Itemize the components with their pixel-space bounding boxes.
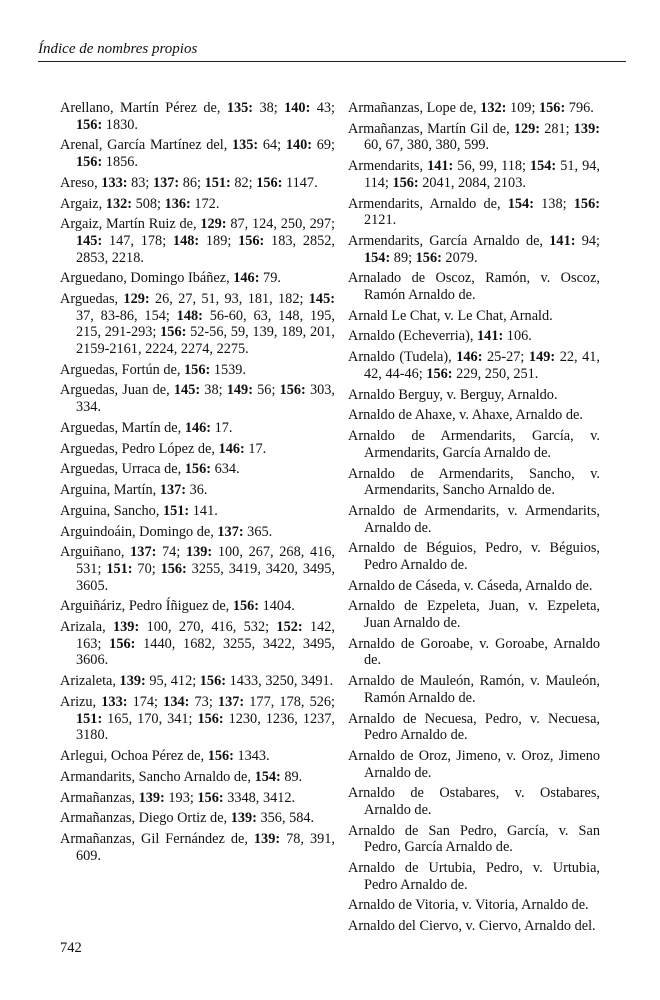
index-entry: Armañanzas, Gil Fernández de, 139: 78, 391, 609. (60, 831, 335, 864)
index-entry: Arellano, Martín Pérez de, 135: 38; 140: 43; 156: 1830. (60, 100, 335, 133)
index-entry: Arnaldo (Tudela), 146: 25-27; 149: 22, 41, 42, 44-46; 156: 229, 250, 251. (348, 349, 600, 382)
index-column-left (60, 100, 335, 868)
index-entry: Arnaldo de San Pedro, García, v. San Pedro, García Arnaldo de. (348, 822, 600, 856)
index-entry: Arguedas, Martín de, 146: 17. (60, 419, 233, 436)
index-entry: Armendarits, 141: 56, 99, 118; 154: 51, 94, 114; 156: 2041, 2084, 2103. (348, 158, 600, 191)
index-entry: Arguiñano, 137: 74; 139: 100, 267, 268, 416, 531; 151: 70; 156: 3255, 3419, 3420, 3495, 3605. (60, 544, 336, 594)
index-entry: Arguedano, Domingo Ibáñez, 146: 79. (60, 270, 281, 287)
index-entry: Arnaldo de Urtubia, Pedro, v. Urtubia, Pedro Arnaldo de. (348, 860, 600, 893)
index-entry: Arlegui, Ochoa Pérez de, 156: 1343. (60, 747, 270, 764)
index-column-right (348, 100, 600, 939)
index-entry: Arguedas, Pedro López de, 146: 17. (60, 440, 267, 457)
index-entry: Armandarits, Sancho Arnaldo de, 154: 89. (60, 768, 303, 785)
index-entry: Arguedas, Urraca de, 156: 634. (60, 461, 240, 478)
index-entry: Armendarits, García Arnaldo de, 141: 94; 154: 89; 156: 2079. (348, 232, 601, 266)
index-entry: Arnaldo de Vitoria, v. Vitoria, Arnaldo de. (348, 897, 589, 914)
index-entry: Arguedas, Fortún de, 156: 1539. (60, 361, 246, 378)
index-entry: Arnaldo de Armendarits, v. Armendarits, Arnaldo de. (348, 502, 600, 536)
index-entry: Arnaldo de Ostabares, v. Ostabares, Arnaldo de. (348, 785, 600, 818)
index-entry: Arnaldo de Ahaxe, v. Ahaxe, Arnaldo de. (348, 407, 583, 424)
index-entry: Armañanzas, Lope de, 132: 109; 156: 796. (348, 100, 594, 116)
index-entry: Armañanzas, Diego Ortiz de, 139: 356, 584. (60, 810, 315, 827)
index-entry: Armendarits, Arnaldo de, 154: 138; 156: 2121. (348, 195, 600, 229)
index-entry: Arnaldo de Goroabe, v. Goroabe, Arnaldo de. (348, 635, 600, 669)
index-entry: Arnaldo de Ezpeleta, Juan, v. Ezpeleta, Juan Arnaldo de. (348, 598, 600, 632)
index-entry: Arnaldo de Armendarits, García, v. Armendarits, García Arnaldo de. (348, 428, 600, 461)
index-entry: Arnaldo de Mauleón, Ramón, v. Mauleón, Ramón Arnaldo de. (348, 673, 600, 706)
index-entry: Arguina, Sancho, 151: 141. (60, 502, 218, 519)
index-entry: Arnaldo Berguy, v. Berguy, Arnaldo. (348, 386, 558, 403)
index-entry: Arguedas, 129: 26, 27, 51, 93, 181, 182; 145: 37, 83-86, 154; 148: 56-60, 63, 148, 195, 215, 291-293; 156: 52-56, 59, 139, 189, 201, 2159-2161, 2224, 2274, 2275. (60, 291, 335, 357)
index-entry: Arnaldo de Cáseda, v. Cáseda, Arnaldo de. (348, 577, 593, 594)
index-entry: Argaiz, 132: 508; 136: 172. (60, 195, 220, 212)
index-entry: Arnaldo de Necuesa, Pedro, v. Necuesa, Pedro Arnaldo de. (348, 710, 600, 744)
index-entry: Arizu, 133: 174; 134: 73; 137: 177, 178, 526; 151: 165, 170, 341; 156: 1230, 1236, 1237, 3180. (60, 693, 335, 744)
index-entry: Arnaldo de Oroz, Jimeno, v. Oroz, Jimeno Arnaldo de. (348, 747, 600, 781)
running-header (38, 40, 626, 62)
index-entry: Arguina, Martín, 137: 36. (60, 482, 208, 499)
index-entry: Arguindoáin, Domingo de, 137: 365. (60, 523, 273, 540)
index-entry: Arizaleta, 139: 95, 412; 156: 1433, 3250, 3491. (60, 673, 334, 690)
index-entry: Arguiñáriz, Pedro Íñiguez de, 156: 1404. (60, 598, 295, 615)
index-entry: Arenal, García Martínez del, 135: 64; 140: 69; 156: 1856. (60, 137, 336, 170)
index-entry: Argaiz, Martín Ruiz de, 129: 87, 124, 250, 297; 145: 147, 178; 148: 189; 156: 183, 2852, 2853, 2218. (60, 216, 335, 266)
index-entry: Armañanzas, Martín Gil de, 129: 281; 139: 60, 67, 380, 380, 599. (348, 120, 600, 154)
index-entry: Arnaldo de Armendarits, Sancho, v. Armendarits, Sancho Arnaldo de. (348, 465, 600, 499)
index-entry: Arnaldo de Béguios, Pedro, v. Béguios, Pedro Arnaldo de. (348, 540, 600, 573)
index-entry: Arnaldo del Ciervo, v. Ciervo, Arnaldo del. (348, 918, 596, 935)
index-entry: Arizala, 139: 100, 270, 416, 532; 152: 142, 163; 156: 1440, 1682, 3255, 3422, 3495, 3606. (60, 619, 336, 669)
index-entry: Arguedas, Juan de, 145: 38; 149: 56; 156: 303, 334. (60, 382, 336, 415)
index-entry: Armañanzas, 139: 193; 156: 3348, 3412. (60, 789, 296, 806)
index-entry: Areso, 133: 83; 137: 86; 151: 82; 156: 1147. (60, 174, 318, 191)
index-entry: Arnalado de Oscoz, Ramón, v. Oscoz, Ramón Arnaldo de. (348, 270, 600, 303)
index-entry: Arnaldo (Echeverria), 141: 106. (348, 328, 532, 345)
index-entry: Arnald Le Chat, v. Le Chat, Arnald. (348, 307, 553, 324)
page-number: 742 (60, 940, 82, 956)
header-title: Índice de nombres propios (38, 41, 198, 57)
